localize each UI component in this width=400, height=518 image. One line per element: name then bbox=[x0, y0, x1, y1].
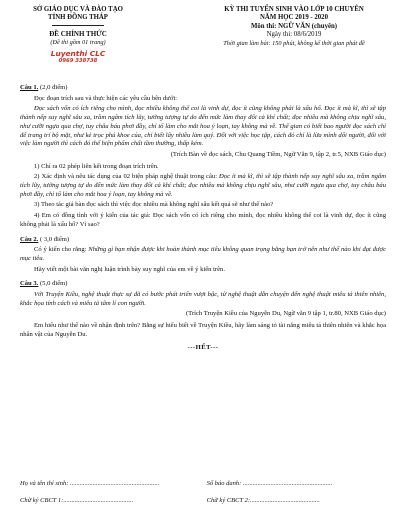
province-name: TỈNH ĐỒNG THÁP bbox=[48, 14, 108, 22]
question-2-prompt-quote: Những gì bạn nhận được khi hoàn thành mục tiêu không quan trọng bằng bạn trở nên như thế nào khi đạt được mục tiêu. bbox=[20, 246, 386, 262]
question-1-sub3: 3) Theo tác giả bàn đọc sách thì việc đọc nhiều mà không nghĩ sâu kết quả sẽ như thế nào? bbox=[34, 201, 274, 209]
exam-date: Ngày thi: 08/6/2019 bbox=[266, 31, 322, 39]
question-2-prompt-lead: Có ý kiến cho rằng: bbox=[34, 246, 89, 254]
question-1-sub4: 4) Em có đồng tình với ý kiến của tác giả: Đọc sách vốn có ích riêng cho mình, đọc nhiều không thể coi là vinh dự, đọc ít cũng không phải là xấu hổ? Vì sao? bbox=[20, 212, 386, 228]
footer-row-candidate bbox=[20, 480, 386, 489]
header-right bbox=[196, 6, 392, 48]
question-2-task: Hãy viết một bài văn nghị luận trình bày suy nghĩ của em về ý kiến trên. bbox=[34, 265, 225, 273]
department-name: SỞ GIÁO DỤC VÀ ĐÀO TẠO bbox=[33, 6, 123, 13]
time-note: Thời gian làm bài: 150 phút, không kể thời gian phát đề bbox=[223, 39, 365, 47]
proctor-1-signature: Chữ ký CBCT 1:........................................... bbox=[20, 496, 134, 504]
question-1-points: (2,0 điểm) bbox=[39, 84, 68, 91]
question-3-task: Em hiểu như thế nào về nhận định trên? Bằng sự hiểu biết về Truyện Kiều, hãy làm sáng tỏ tài năng miêu tả thiên nhiên và khắc họa nhân vật của Nguyễn Du. bbox=[20, 322, 386, 338]
candidate-name-field: Họ và tên thí sinh: ....................................................... bbox=[20, 480, 160, 487]
brand-stamp: Luyenthi CLC bbox=[50, 48, 106, 58]
header-divider bbox=[52, 25, 104, 26]
question-1-sub2-quote: Đọc ít mà kĩ, thì sẽ tập thành nếp suy nghĩ sâu xa, trầm ngâm tích lũy, tưởng tượng tự do đến mức làm thay đổi cả khí chất; đọc nhiều mà không chịu nghĩ sâu, như cưỡi ngựa qua chợ, tuy châu báu phơi đầy, chỉ tổ làm cho mắt hoa ý loạn, tay không mà về. bbox=[20, 173, 386, 198]
school-year: NĂM HỌC 2019 - 2020 bbox=[260, 14, 328, 22]
question-1-sub1: 1) Chỉ ra 02 phép liên kết trong đoạn trích trên. bbox=[34, 162, 159, 170]
subject: Môn thi: NGỮ VĂN (chuyên) bbox=[250, 22, 338, 30]
header-left bbox=[14, 6, 142, 65]
question-2-heading bbox=[20, 236, 386, 245]
question-2-title: Câu 2. bbox=[20, 235, 39, 243]
question-1-sub2 bbox=[20, 173, 386, 199]
phone-number: 0969 338738 bbox=[58, 58, 98, 65]
question-2-prompt bbox=[20, 246, 386, 263]
question-1-excerpt: Đọc sách vốn có ích riêng cho mình, đọc nhiều không thể coi là vinh dự, đọc ít cũng không phải là xấu hổ. Đọc ít mà kĩ, thì sẽ tập thành nếp suy nghĩ sâu xa, trầm ngâm tích lũy, tưởng tượng tự do đến mức làm thay đổi cả khí chất; đọc nhiều mà không chịu nghĩ sâu, như cưỡi ngựa qua chợ, tuy châu báu phơi đầy, chỉ tổ làm cho mắt hoa ý loạn, tay không mà về. Thế gian có biết bao người đọc sách chỉ để trang trí bộ mặt, như kẻ trọc phú khoe của, chỉ biết lấy nhiều làm quý. Đối với việc học tập, cách đó chỉ là lừa mình dối người, đối với việc làm người thì cách đó thể hiện phẩm chất tầm thường, thấp kém. bbox=[20, 105, 386, 148]
candidate-id-field: Số báo danh: ....................................................... bbox=[206, 480, 333, 487]
question-1-instruction: Đọc đoạn trích sau và thực hiện các yêu cầu bên dưới: bbox=[34, 94, 178, 102]
question-1-title: Câu 1. bbox=[20, 84, 39, 91]
question-3-heading bbox=[20, 280, 386, 289]
question-2-points: ( 3,0 điểm) bbox=[39, 235, 70, 243]
proctor-2-signature: Chữ ký CBCT 2:........................................... bbox=[206, 496, 320, 504]
question-1-heading bbox=[20, 84, 386, 93]
question-3-quote: Với Truyện Kiều, nghệ thuật thực sự đã có bước phát triển vượt bậc, từ nghệ thuật dẫn chuyện đến nghệ thuật miêu tả thiên nhiên, khắc họa tính cách và miêu tả tâm lí con người. bbox=[20, 291, 386, 307]
pages-note: (Đề thi gồm 01 trang) bbox=[50, 39, 106, 47]
question-1-source: (Trích Bàn về đọc sách, Chu Quang Tiềm, Ngữ Văn 9, tập 2, tr.5, NXB Giáo dục) bbox=[170, 150, 386, 158]
footer-row-proctors bbox=[20, 497, 386, 506]
exam-title: KỲ THI TUYỂN SINH VÀO LỚP 10 CHUYÊN bbox=[224, 6, 364, 13]
exam-footer bbox=[20, 480, 386, 513]
end-marker: ---HẾT--- bbox=[187, 343, 219, 351]
question-3-title: Câu 3. bbox=[20, 280, 39, 288]
question-3-source: (Trích Truyện Kiều của Nguyễn Du, Ngữ văn 9 tập 1, tr.80, NXB Giáo dục) bbox=[185, 310, 386, 318]
question-3-points: (5,0 điểm) bbox=[39, 280, 68, 288]
official-label: ĐỀ CHÍNH THỨC bbox=[49, 29, 107, 38]
question-1-sub2-lead: 2) Xác định và nêu tác dụng của 02 biện pháp nghệ thuật trong câu: bbox=[34, 173, 220, 181]
exam-content bbox=[20, 78, 386, 352]
